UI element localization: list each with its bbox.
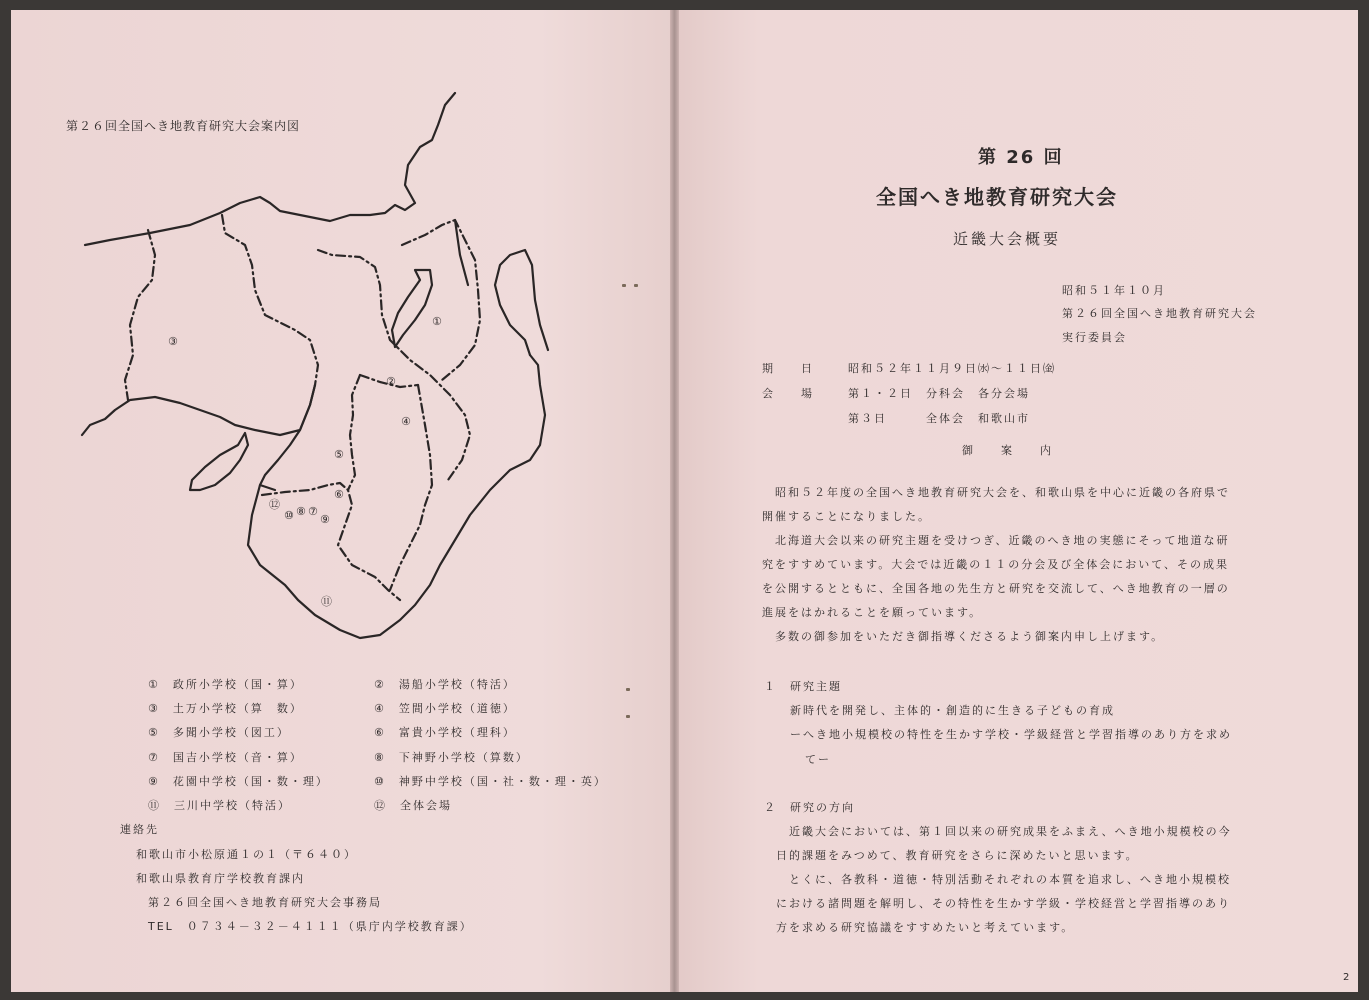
guide-paragraph-line: 究をすすめています。大会では近畿の１１の分会及び全体会において、その成果 [762, 558, 1230, 571]
date-label: 期 日 [762, 362, 814, 375]
contact-phone: TEL ０７３４－３２－４１１１（県庁内学校教育課） [148, 920, 473, 933]
school-name: 花園中学校（国・数・理） [172, 775, 329, 788]
school-number: ⑩ [374, 775, 386, 788]
list-item [148, 773, 329, 789]
school-number: ② [374, 678, 386, 691]
list-item [148, 749, 303, 765]
school-name: 神野中学校（国・社・数・理・英） [398, 775, 607, 788]
date-value: 昭和５２年１１月９日㈬～１１日㈮ [848, 362, 1056, 375]
osaka-bay-coast [260, 385, 315, 490]
guide-paragraph-line: 開催することになりました。 [762, 510, 931, 523]
research-direction-line: 日的課題をみつめて、教育研究をさらに深めたいと思います。 [776, 849, 1139, 862]
research-theme-sub-end: てー [805, 753, 831, 766]
border-nara-mie [390, 385, 432, 590]
contact-label: 連絡先 [120, 823, 159, 836]
list-item [148, 676, 303, 692]
northern-coastline [85, 93, 455, 245]
binder-hole [634, 284, 638, 287]
map-marker: ④ [401, 415, 411, 428]
issue-date: 昭和５１年１０月 [1062, 284, 1166, 297]
guide-paragraph-line: 多数の御参加をいただき御指導くださるよう御案内申し上げます。 [762, 630, 1165, 643]
page-title: 全国へき地教育研究大会 [876, 185, 1118, 209]
school-name: 笠間小学校（道徳） [398, 702, 516, 715]
school-name: 湯船小学校（特活） [398, 678, 516, 691]
map-marker: ⑥ [334, 488, 344, 501]
school-name: 三川中学校（特活） [174, 799, 291, 812]
lake-biwa [392, 270, 432, 347]
school-number: ③ [148, 702, 160, 715]
venue-label: 会 場 [762, 387, 814, 400]
school-number: ⑦ [148, 751, 160, 764]
list-item [374, 797, 452, 813]
border-shiga [318, 250, 470, 480]
map-marker: ⑨ [320, 513, 330, 526]
border-kyoto-west [222, 215, 318, 385]
research-theme-sub: ーへき地小規模校の特性を生かす学校・学級経営と学習指導のあり方を求め [790, 728, 1232, 741]
kii-peninsula-coast [248, 355, 545, 638]
border-shiga-east [402, 220, 480, 380]
guide-paragraph-line: 北海道大会以来の研究主題を受けつぎ、近畿のへき地の実態にそって地道な研 [762, 534, 1230, 547]
school-name: 国吉小学校（音・算） [172, 751, 303, 764]
school-name: 土万小学校（算 数） [172, 702, 303, 715]
contact-department: 和歌山県教育庁学校教育課内 [136, 872, 305, 885]
page-number: 2 [1343, 972, 1350, 983]
list-item [148, 797, 291, 813]
binder-hole [622, 284, 626, 287]
section-1-heading: １ 研究主題 [764, 680, 842, 693]
issuer-name: 第２６回全国へき地教育研究大会 [1062, 307, 1257, 320]
venue-line-1: 第１・２日 分科会 各分会場 [848, 387, 1030, 400]
map-title: 第２６回全国へき地教育研究大会案内図 [66, 119, 301, 133]
section-2-heading: ２ 研究の方向 [764, 801, 855, 814]
school-number: ⑨ [148, 775, 160, 788]
map-marker: ① [432, 315, 442, 328]
list-item [374, 676, 516, 692]
guide-heading: 御 案 内 [962, 444, 1053, 457]
list-item [148, 724, 290, 740]
school-number: ① [148, 678, 160, 691]
research-direction-line: とくに、各教科・道徳・特別活動それぞれの本質を追求し、へき地小規模校 [776, 873, 1231, 886]
list-item [374, 700, 516, 716]
research-theme: 新時代を開発し、主体的・創造的に生きる子どもの育成 [790, 704, 1115, 717]
west-coastline [82, 385, 315, 435]
border-hyogo-kyoto [125, 230, 155, 400]
research-direction-line: 方を求める研究協議をすすめたいと考えています。 [776, 921, 1075, 934]
school-number: ④ [374, 702, 386, 715]
center-fold [670, 10, 679, 992]
map-marker: ③ [168, 335, 178, 348]
binder-hole [626, 688, 630, 691]
school-number: ⑧ [374, 751, 386, 764]
venue-line-2: 第３日 全体会 和歌山市 [848, 412, 1030, 425]
school-number: ⑥ [374, 726, 386, 739]
map-marker: ⑩ [284, 509, 294, 522]
guide-paragraph-line: 昭和５２年度の全国へき地教育研究大会を、和歌山県を中心に近畿の各府県で [762, 486, 1230, 499]
awaji-island [190, 433, 248, 490]
research-direction-line: における諸問題を解明し、その特性を生かす学級・学校経営と学習指導のあり [776, 897, 1231, 910]
school-name: 政所小学校（国・算） [172, 678, 303, 691]
list-item [374, 724, 516, 740]
school-number: ⑪ [148, 799, 161, 812]
border-nara-west [348, 375, 360, 490]
map-marker: ⑫ [269, 498, 280, 511]
map-marker: ⑧ [296, 505, 306, 518]
map-marker: ② [386, 375, 396, 388]
east-coastline [495, 250, 548, 355]
school-name: 多聞小学校（図工） [172, 726, 290, 739]
school-name: 下神野小学校（算数） [398, 751, 529, 764]
school-name: 全体会場 [400, 799, 452, 812]
guide-paragraph-line: を公開するとともに、全国各地の先生方と研究を交流して、へき地教育の一層の [762, 582, 1230, 595]
contact-address: 和歌山市小松原通１の１（〒６４０） [136, 848, 357, 861]
border-mie-north [455, 220, 468, 285]
map-marker: ⑤ [334, 448, 344, 461]
title-number: 第 26 回 [978, 147, 1064, 168]
map-marker: ⑦ [308, 505, 318, 518]
list-item [374, 773, 607, 789]
school-number: ⑫ [374, 799, 387, 812]
page-subtitle: 近畿大会概要 [953, 230, 1062, 248]
list-item [374, 749, 529, 765]
kinki-region-map [70, 85, 550, 655]
list-item [148, 700, 303, 716]
school-number: ⑤ [148, 726, 160, 739]
guide-paragraph-line: 進展をはかれることを願っています。 [762, 606, 983, 619]
school-name: 富貴小学校（理科） [398, 726, 516, 739]
map-marker: ⑪ [321, 595, 332, 608]
binder-hole [626, 715, 630, 718]
research-direction-line: 近畿大会においては、第１回以来の研究成果をふまえ、へき地小規模校の今 [776, 825, 1232, 838]
contact-office: 第２６回全国へき地教育研究大会事務局 [148, 896, 382, 909]
issuer-committee: 実行委員会 [1062, 331, 1127, 344]
